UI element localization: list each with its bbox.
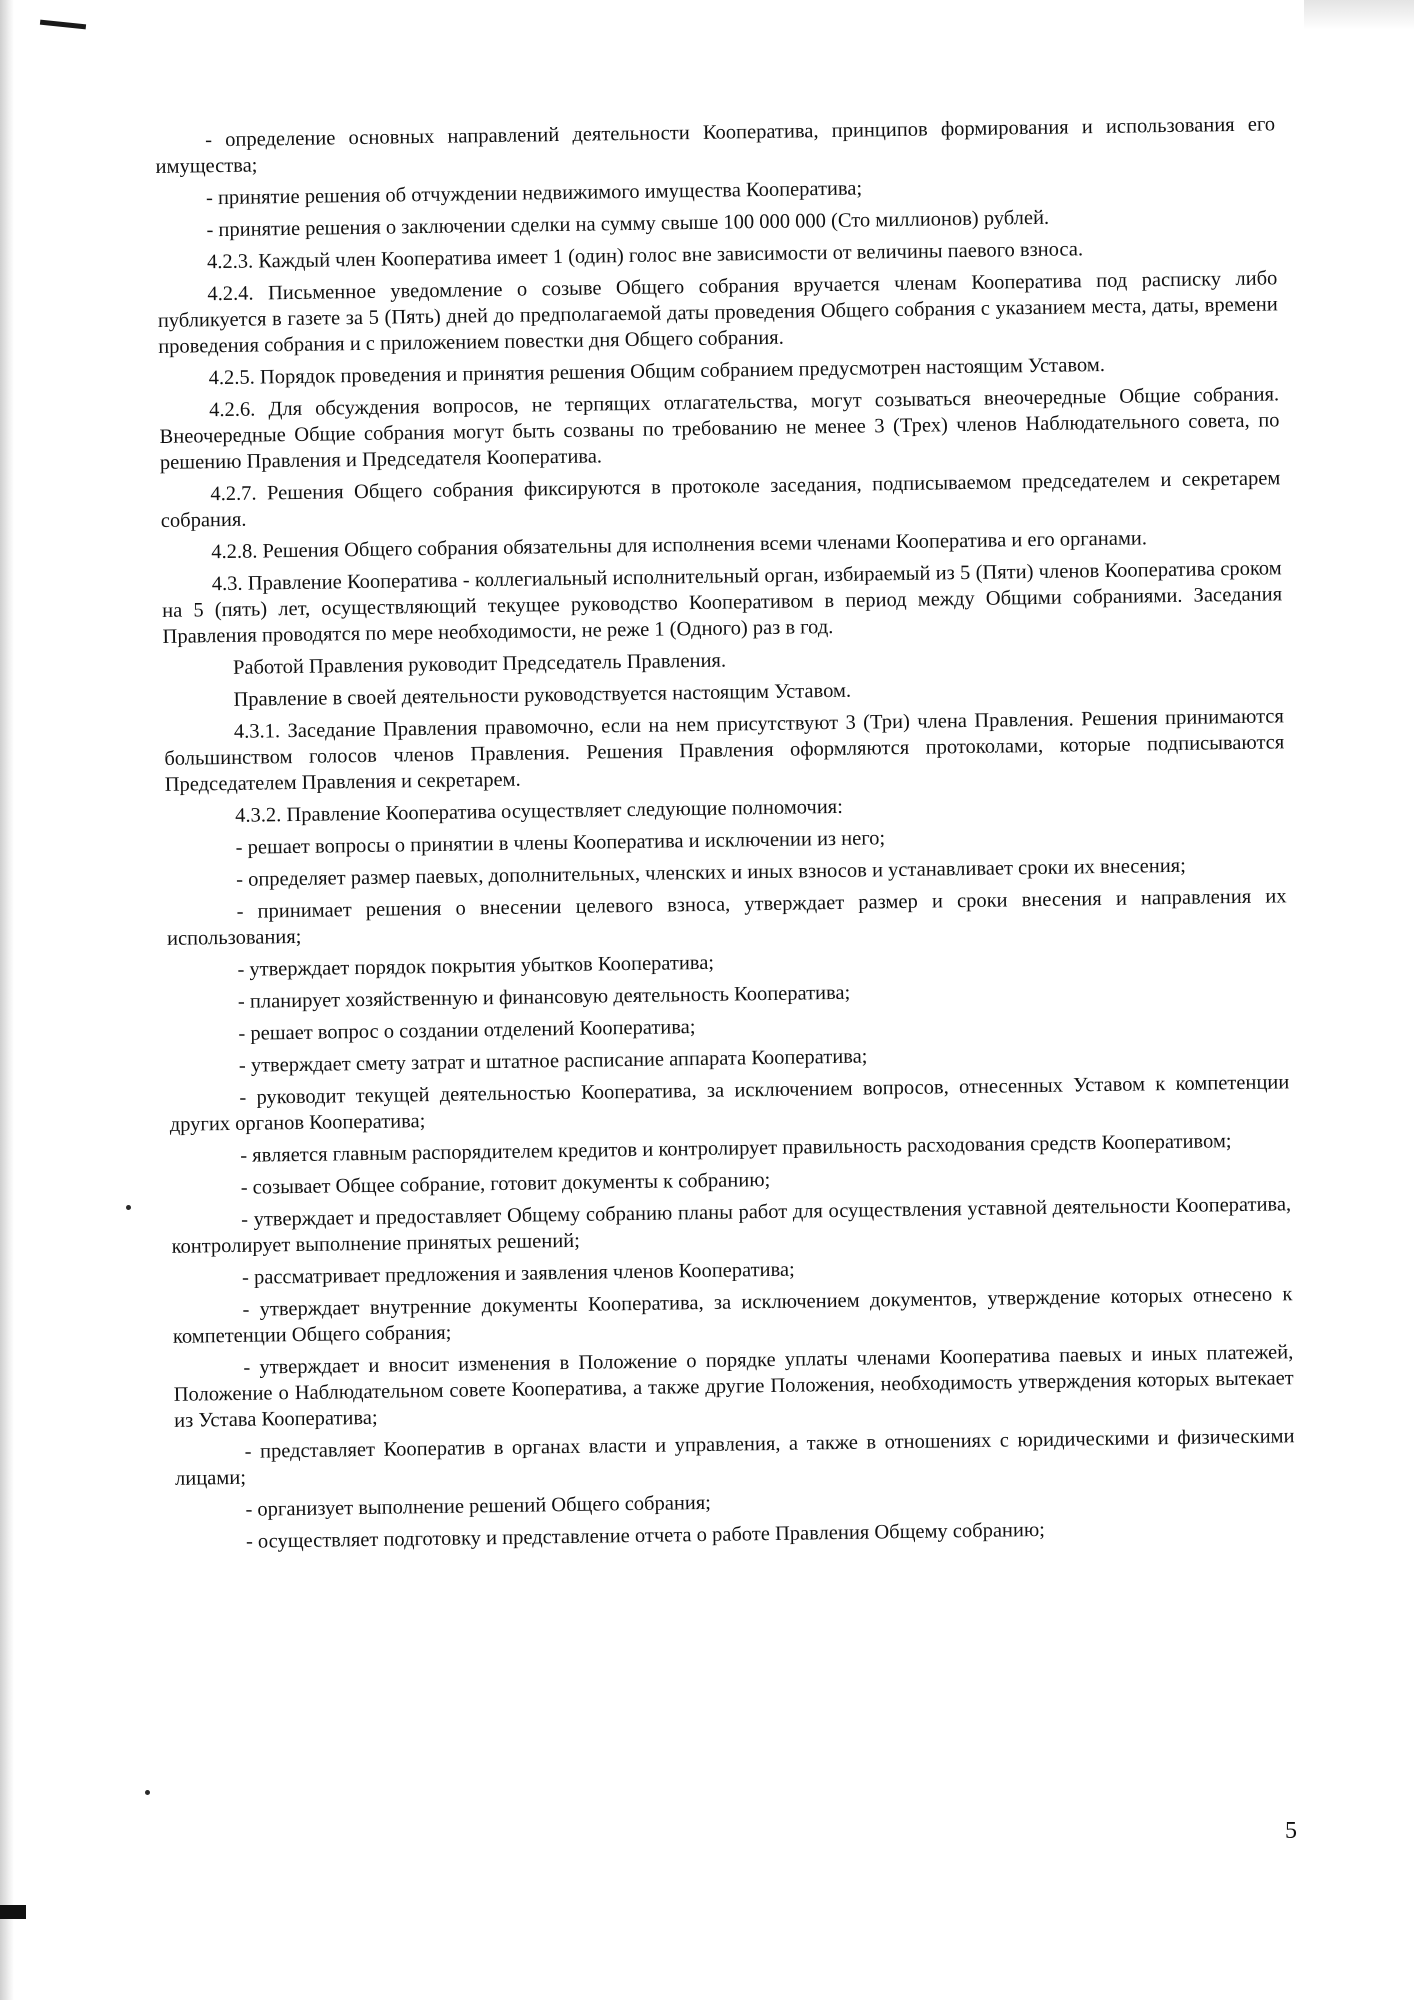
scan-corner-shadow [1304,0,1414,30]
page-number: 5 [1285,1818,1297,1844]
scan-speck [145,1790,150,1795]
paragraph: 4.2.3. Каждый член Кооператива имеет 1 (один) голос вне зависимости от величины паевого взноса. [206,238,1084,274]
paragraph: 4.2.8. Решения Общего собрания обязательны для исполнения всеми членами Кооператива и его органами. [211,527,1148,564]
list-item: - планирует хозяйственную и финансовую деятельность Кооператива; [237,981,851,1013]
list-item: - решает вопросы о принятии в члены Кооператива и исключении из него; [235,827,886,859]
scan-mark [40,20,86,30]
scan-mark [0,1905,26,1919]
list-item: - осуществляет подготовку и представление отчета о работе Правления Общему собранию; [245,1518,1046,1553]
paragraph: 4.2.4. Письменное уведомление о созыве Общего собрания вручается членам Кооператива под расписку либо публикуется в газете за 5 (Пять) дней до предполагаемой даты проведения Общего собрания с указанием места, даты, времени проведения собрания и с приложением повестки дня Общего собрания. [157,267,1278,358]
scan-speck [126,1205,131,1210]
list-item: - рассматривает предложения и заявления членов Кооператива; [241,1258,795,1289]
paragraph: Правление в своей деятельности руководствуется настоящим Уставом. [233,679,852,711]
list-item: - утверждает смету затрат и штатное расписание аппарата Кооператива; [238,1045,868,1077]
list-item: - утверждает внутренние документы Кооператива, за исключением документов, утверждение которых отнесено к компетенции Общего собрания; [172,1283,1293,1348]
list-item: - созывает Общее собрание, готовит документы к собранию; [240,1168,771,1199]
list-item: - утверждает и вносит изменения в Положение о порядке уплаты членами Кооператива паевых и иных платежей, Положение о Наблюдательном совете Кооператива, а также другие Положения, необходимость утверждения которых вытекает из Устава Кооператива; [173,1341,1294,1432]
list-item: - руководит текущей деятельностью Кооператива, за исключением вопросов, отнесенных Уставом к компетенции других органов Кооператива; [169,1071,1290,1136]
paragraph: 4.3. Правление Кооператива - коллегиальный исполнительный орган, избираемый из 5 (Пяти) членов Кооператива сроком на 5 (пять) лет, осуществляющий текущее руководство Кооперативом в период между Общими собраниями. Заседания Правления проводятся по мере необходимости, не реже 1 (Одного) раз в год. [162,557,1283,648]
paragraph: 4.2.6. Для обсуждения вопросов, не терпящих отлагательства, могут созываться внеочередные Общие собрания. Внеочередные Общие собрания могут быть созваны по требованию не менее 3 (Трех) членов Наблюдательного совета, по решению Правления и Председателя Кооператива. [159,383,1280,474]
list-item: - является главным распорядителем кредитов и контролирует правильность расходования средств Кооперативом; [240,1130,1232,1167]
paragraph: Работой Правления руководит Председатель Правления. [232,649,727,679]
list-item: - организует выполнение решений Общего собрания; [245,1491,712,1521]
paragraph: 4.3.2. Правление Кооператива осуществляет следующие полномочия: [235,795,844,827]
list-item: - утверждает и предоставляет Общему собранию планы работ для осуществления уставной деятельности Кооператива, контролирует выполнение принятых решений; [171,1193,1292,1258]
list-item: - принимает решения о внесении целевого взноса, утверждает размер и сроки внесения и направления их использования; [166,885,1287,950]
paragraph: 4.2.7. Решения Общего собрания фиксируются в протоколе заседания, подписываемом председателем и секретарем собрания. [160,467,1281,532]
list-item: - решает вопрос о создании отделений Кооператива; [238,1016,696,1045]
paragraph: 4.3.1. Заседание Правления правомочно, если на нем присутствуют 3 (Три) члена Правления. Решения принимаются большинством голосов членов Правления. Решения Правления оформляются протоколами, которые подписываются Председателем Правления и секретарем. [164,705,1285,796]
scan-edge [0,0,14,2000]
paragraph: - принятие решения о заключении сделки на сумму свыше 100 000 000 (Сто миллионов) рублей. [206,206,1050,242]
paragraph: 4.2.5. Порядок проведения и принятия решения Общим собранием предусмотрен настоящим Уставом. [208,353,1106,390]
list-item: - определяет размер паевых, дополнительных, членских и иных взносов и устанавливает сроки их внесения; [235,854,1187,891]
document-body [155,111,1296,1561]
paragraph: - принятие решения об отчуждении недвижимого имущества Кооператива; [205,177,863,210]
list-item: - представляет Кооператив в органах власти и управления, а также в отношениях с юридическими и физическими лицами; [174,1425,1295,1490]
paragraph: - определение основных направлений деятельности Кооператива, принципов формирования и использования его имущества; [155,113,1276,178]
list-item: - утверждает порядок покрытия убытков Кооператива; [237,951,715,981]
